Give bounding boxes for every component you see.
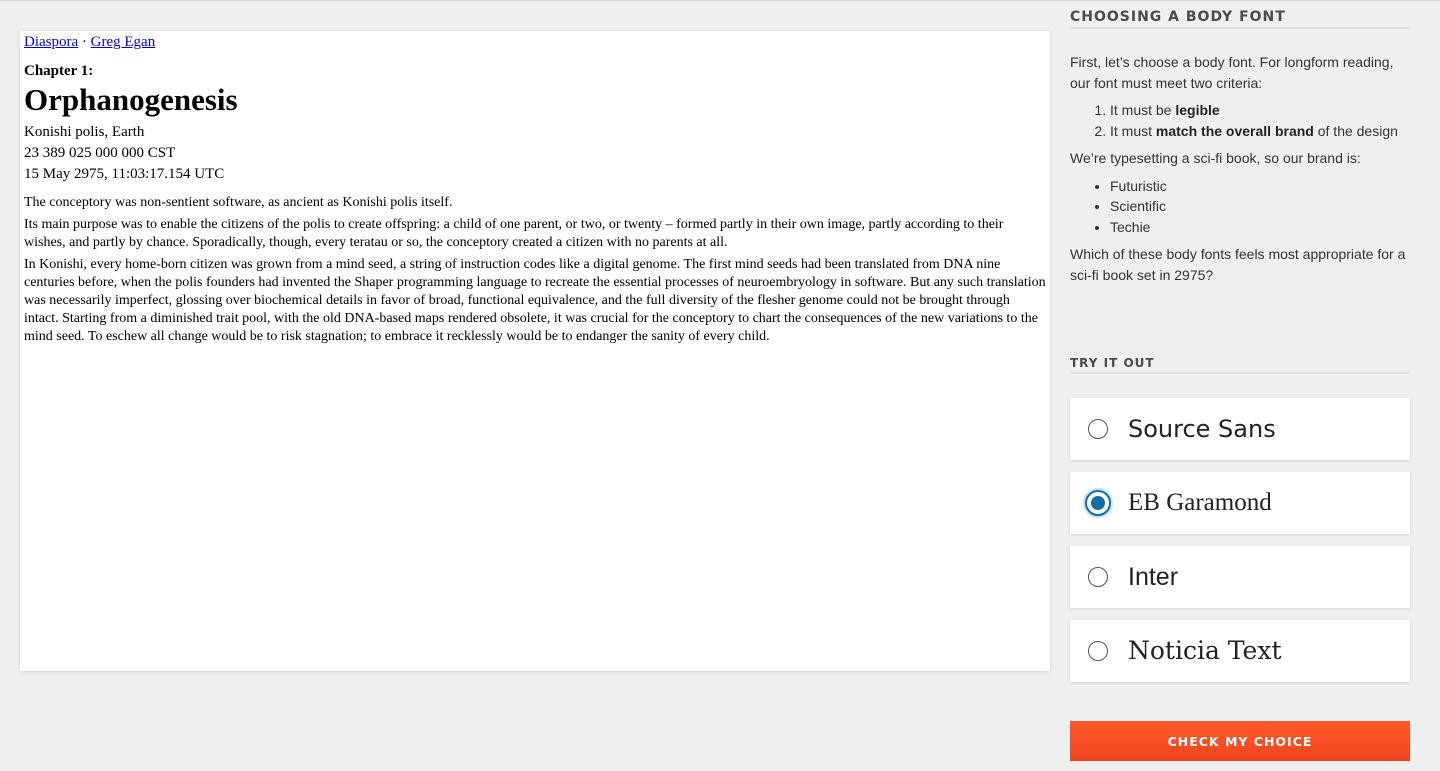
- chapter-label: Chapter 1:: [24, 63, 94, 79]
- meta-location: Konishi polis, Earth: [24, 124, 145, 140]
- paragraph: Its main purpose was to enable the citizens of the polis to create offspring: a child of one parent, or two, or twenty – formed partly in their own image, partly according to their wishes, and partly by chance. Sporadically, though, every teratau or so, the conceptory created a citizen with no parents at all.: [24, 217, 1004, 250]
- brand-item: • Scientific: [1110, 196, 1410, 217]
- brand-list: [1070, 176, 1410, 238]
- brand-intro: We’re typesetting a sci-fi book, so our brand is:: [1070, 150, 1361, 166]
- radio-button-checked-icon[interactable]: [1085, 490, 1111, 516]
- criteria-item-legible: [1110, 100, 1410, 121]
- chapter-title: Orphanogenesis: [24, 82, 238, 117]
- brand-item: • Futuristic: [1110, 176, 1410, 197]
- chapter-meta: [24, 122, 1046, 185]
- top-border: [0, 0, 1440, 1]
- font-option-source-sans[interactable]: [1070, 398, 1410, 460]
- criteria-emphasis: legible: [1175, 102, 1220, 118]
- font-option-label: Source Sans: [1128, 415, 1276, 443]
- book-link[interactable]: Diaspora: [24, 34, 79, 50]
- criteria-text: It must: [1110, 122, 1156, 139]
- font-option-label: Noticia Text: [1128, 636, 1282, 665]
- paragraph: The conceptory was non-sentient software, as ancient as Konishi polis itself.: [24, 195, 453, 210]
- radio-button-icon[interactable]: [1088, 419, 1108, 439]
- breadcrumb: [24, 33, 1046, 51]
- criteria-text: of the design: [1313, 122, 1398, 139]
- meta-cst-time: 23 389 025 000 000 CST: [24, 145, 176, 161]
- body-text: [24, 194, 1046, 346]
- font-option-label: Inter: [1128, 563, 1179, 591]
- font-option-inter[interactable]: [1070, 546, 1410, 608]
- question-text: Which of these body fonts feels most appropriate for a sci-fi book set in 2975?: [1070, 246, 1406, 283]
- radio-button-icon[interactable]: [1088, 641, 1108, 661]
- criteria-list: [1070, 100, 1410, 141]
- author-link[interactable]: Greg Egan: [90, 34, 156, 50]
- criteria-text: It must be: [1110, 102, 1176, 118]
- preview-panel: [20, 31, 1050, 671]
- meta-utc-time: 15 May 2975, 11:03:17.154 UTC: [24, 166, 225, 182]
- paragraph: In Konishi, every home-born citizen was grown from a mind seed, a string of instruction codes like a digital genome. The first mind seeds had been translated from DNA nine centuries before, when the polis founders had invented the Shaper programming language to recreate the essential processes of neuroembryology in software. But any such translation was necessarily imperfect, glossing over biochemical details in favor of broad, functional equivalence, and the full diversity of the flesher genome could not be brought through intact. Starting from a diminished trait pool, with the old DNA-based maps rendered obsolete, it was crucial for the conceptory to chart the consequences of the new variations to the mind seed. To eschew all change would be to risk stagnation; to embrace it recklessly would be to endanger the sanity of every child.: [24, 257, 1046, 344]
- radio-button-icon[interactable]: [1088, 567, 1108, 587]
- font-option-label: EB Garamond: [1128, 489, 1272, 516]
- criteria-emphasis: match the overall brand: [1155, 122, 1314, 139]
- intro-text: First, let’s choose a body font. For longform reading, our font must meet two criteria:: [1070, 54, 1394, 91]
- breadcrumb-separator: ·: [78, 34, 91, 50]
- instructions: [1070, 52, 1410, 292]
- criteria-item-brand: [1110, 121, 1410, 142]
- font-option-noticia-text[interactable]: [1070, 620, 1410, 682]
- section-title-choosing-font: CHOOSING A BODY FONT: [1070, 9, 1410, 29]
- check-choice-button[interactable]: CHECK MY CHOICE: [1070, 721, 1410, 761]
- section-title-try-it-out: TRY IT OUT: [1070, 356, 1410, 374]
- font-option-eb-garamond[interactable]: [1070, 472, 1410, 534]
- brand-item: • Techie: [1110, 217, 1410, 238]
